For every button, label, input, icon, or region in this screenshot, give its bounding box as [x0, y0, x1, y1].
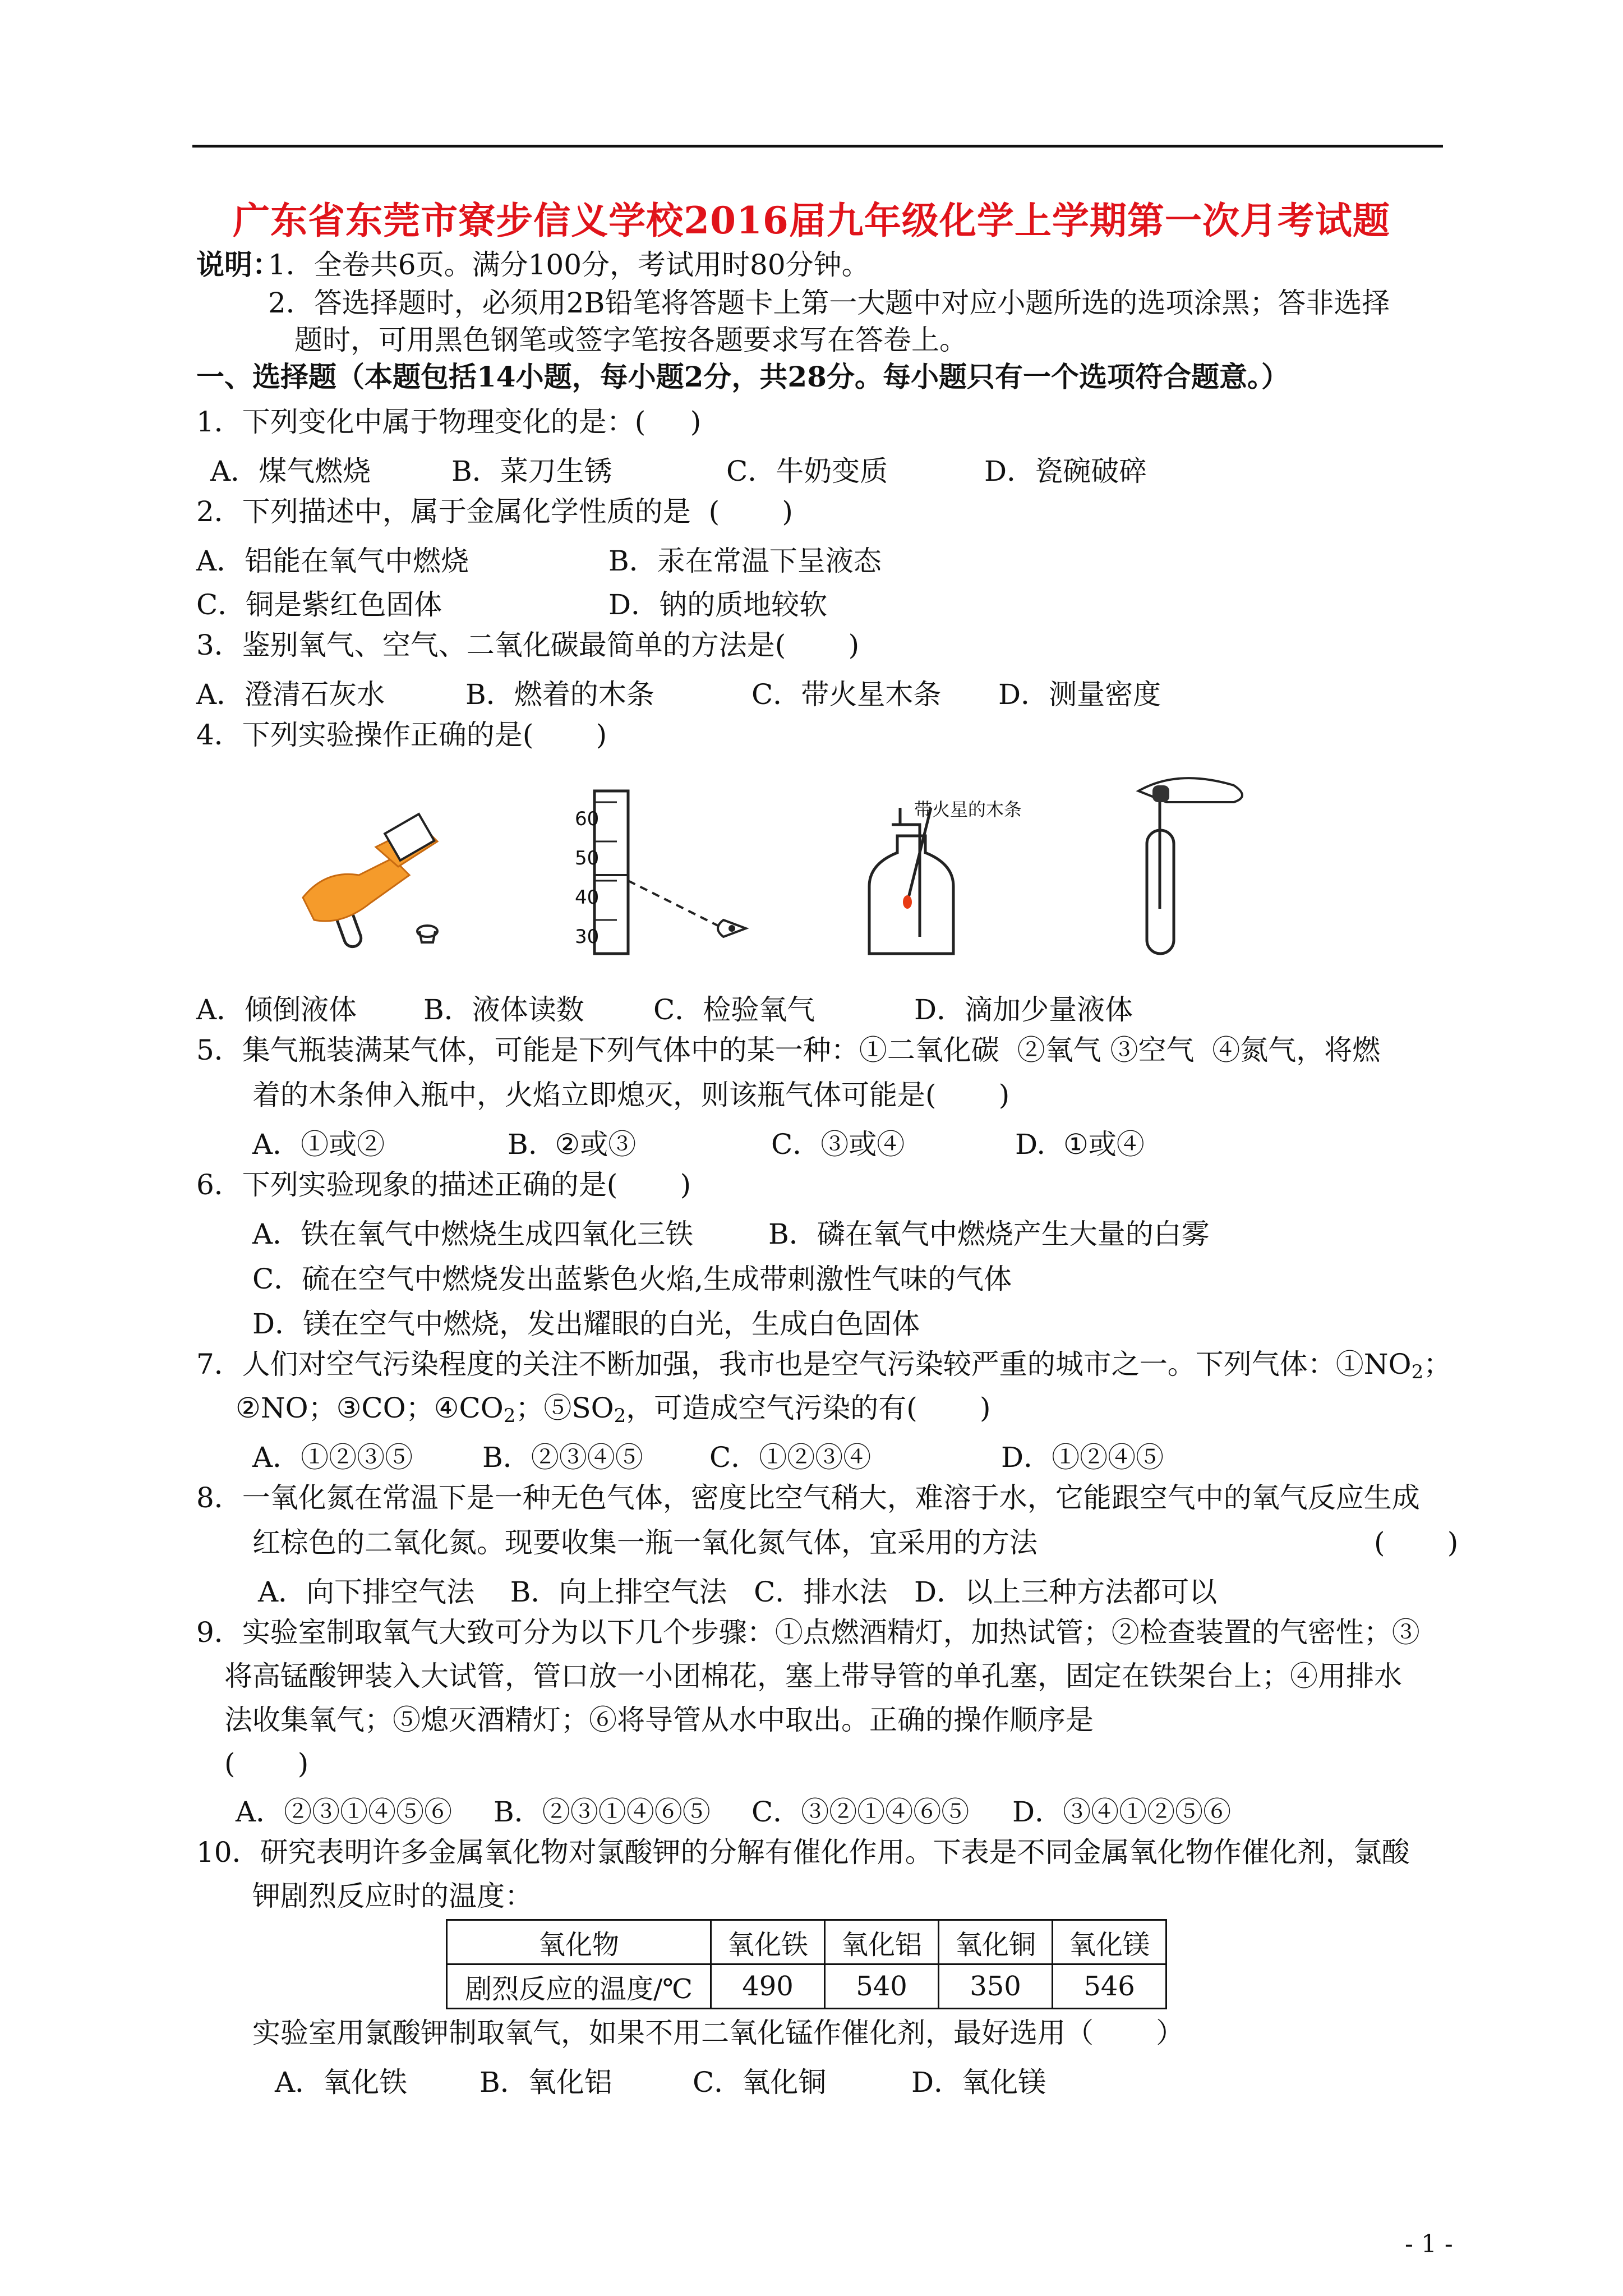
question-9: 9．实验室制取氧气大致可分为以下几个步骤：①点燃酒精灯，加热试管；②检查装置的气密性；③	[196, 1616, 1420, 1649]
q6-option-a: A．铁在氧气中燃烧生成四氧化三铁	[252, 1218, 694, 1250]
table-cell: 350	[939, 1964, 1053, 2009]
document-title: 广东省东莞市寮步信义学校2016届九年级化学上学期第一次月考试题	[233, 199, 1390, 242]
note-1: 1．全卷共6页。满分100分，考试用时80分钟。	[268, 249, 870, 281]
table-cell: 氧化铝	[825, 1920, 939, 1964]
q5-option-a: A．①或②	[252, 1128, 385, 1161]
q1-option-c: C．牛奶变质	[726, 455, 888, 487]
question-10-cont: 钾剧烈反应时的温度：	[252, 1880, 533, 1912]
scale-tick-40: 40	[575, 886, 600, 909]
question-8-cont: 红棕色的二氧化氮。现要收集一瓶一氧化氮气体，宜采用的方法	[252, 1526, 1038, 1559]
scale-tick-50: 50	[575, 847, 600, 869]
catalyst-table	[446, 1919, 1167, 2009]
q7-option-d: D．①②④⑤	[1001, 1441, 1164, 1474]
q7-option-b: B．②③④⑤	[482, 1441, 643, 1474]
question-7: 7．人们对空气污染程度的关注不断加强，我市也是空气污染较严重的城市之一。下列气体：$①NO_2$；	[196, 1348, 1452, 1383]
q6-option-b: B．磷在氧气中燃烧产生大量的白雾	[768, 1218, 1210, 1250]
q4-option-a: A．倾倒液体	[196, 993, 357, 1026]
q2-option-b: B．汞在常温下呈液态	[608, 545, 882, 577]
question-7-cont: ②NO；③CO；$④CO_2$；$⑤SO_2$，可造成空气污染的有( )	[236, 1392, 991, 1427]
question-9-paren: ( )	[224, 1747, 309, 1780]
q4-figure	[280, 769, 1318, 970]
q2-option-a: A．铝能在氧气中燃烧	[196, 545, 469, 577]
note-2-cont: 题时，可用黑色钢笔或签字笔按各题要求写在答卷上。	[294, 324, 967, 356]
q8-options: A．向下排空气法 B．向上排空气法 C．排水法 D．以上三种方法都可以	[258, 1576, 1218, 1608]
q9-option-b: B．②③①④⑥⑤	[494, 1796, 711, 1828]
q9-option-a: A．②③①④⑤⑥	[236, 1796, 453, 1828]
table-cell: 540	[825, 1964, 939, 2009]
q10-option-a: A．氧化铁	[275, 2066, 408, 2099]
question-4: 4．下列实验操作正确的是( )	[196, 719, 607, 751]
table-cell: 剧烈反应的温度/℃	[447, 1964, 711, 2009]
question-6: 6．下列实验现象的描述正确的是( )	[196, 1168, 691, 1201]
question-10: 10．研究表明许多金属氧化物对氯酸钾的分解有催化作用。下表是不同金属氧化物作催化剂，氯酸	[196, 1836, 1410, 1869]
splint-label: 带火星的木条	[914, 799, 1022, 820]
table-cell: 546	[1053, 1964, 1166, 2009]
q2-option-c: C．铜是紫红色固体	[196, 588, 442, 621]
q9-option-c: C．③②①④⑥⑤	[751, 1796, 970, 1828]
q4-option-c: C．检验氧气	[653, 993, 815, 1026]
section-heading: 一、选择题（本题包括14小题，每小题2分，共28分。每小题只有一个选项符合题意。）	[196, 360, 1289, 393]
q3-option-d: D．测量密度	[998, 678, 1161, 711]
q3-option-c: C．带火星木条	[751, 678, 942, 711]
q7-option-c: C．①②③④	[709, 1441, 872, 1474]
table-cell: 氧化镁	[1053, 1920, 1166, 1964]
table-cell: 490	[711, 1964, 825, 2009]
q10-option-d: D．氧化镁	[911, 2066, 1046, 2099]
dropper-test-tube-illustration	[1138, 778, 1242, 954]
header-rule	[192, 145, 1443, 148]
question-2: 2．下列描述中，属于金属化学性质的是 ( )	[196, 495, 793, 528]
q5-option-b: B. ②或③	[508, 1128, 637, 1161]
q3-option-b: B．燃着的木条	[465, 678, 654, 711]
gas-bottle-illustration	[869, 808, 953, 954]
q3-option-a: A．澄清石灰水	[196, 678, 385, 711]
note-2: 2．答选择题时，必须用2B铅笔将答题卡上第一大题中对应小题所选的选项涂黑；答非选择	[268, 287, 1390, 319]
graduated-cylinder-illustration	[594, 791, 746, 954]
question-5-cont: 着的木条伸入瓶中，火焰立即熄灭，则该瓶气体可能是( )	[252, 1079, 1010, 1111]
q1-option-b: B．菜刀生锈	[451, 455, 612, 487]
q5-option-c: C．③或④	[771, 1128, 905, 1161]
q1-option-d: D．瓷碗破碎	[984, 455, 1147, 487]
q2-option-d: D．钠的质地较软	[608, 588, 828, 621]
question-5: 5．集气瓶装满某气体，可能是下列气体中的某一种：①二氧化碳 ②氧气 ③空气 ④氮气，将燃	[196, 1034, 1381, 1066]
table-cell: 氧化铁	[711, 1920, 825, 1964]
question-8: 8．一氧化氮在常温下是一种无色气体，密度比空气稍大，难溶于水，它能跟空气中的氧气反应生成	[196, 1481, 1420, 1514]
table-header-row	[447, 1920, 1166, 1964]
table-row	[447, 1964, 1166, 2009]
page-number: - 1 -	[1405, 2230, 1453, 2258]
question-9-cont-2: 法收集氧气；⑤熄灭酒精灯；⑥将导管从水中取出。正确的操作顺序是	[224, 1704, 1094, 1736]
q4-option-d: D．滴加少量液体	[914, 993, 1133, 1026]
q4-option-b: B．液体读数	[423, 993, 584, 1026]
q1-option-a: A．煤气燃烧	[210, 455, 371, 487]
question-8-paren: ( )	[1374, 1526, 1459, 1559]
question-1: 1．下列变化中属于物理变化的是：( )	[196, 406, 702, 438]
q10-option-b: B．氧化铝	[479, 2066, 612, 2099]
pouring-liquid-illustration	[303, 814, 437, 949]
q10-option-c: C．氧化铜	[693, 2066, 827, 2099]
question-10-ask: 实验室用氯酸钾制取氧气，如果不用二氧化锰作催化剂，最好选用（ ）	[252, 2017, 1184, 2049]
q6-option-c: C．硫在空气中燃烧发出蓝紫色火焰,生成带刺激性气味的气体	[252, 1263, 1012, 1295]
q6-option-d: D．镁在空气中燃烧，发出耀眼的白光，生成白色固体	[252, 1308, 920, 1340]
scale-tick-30: 30	[575, 926, 600, 948]
q7-option-a: A．①②③⑤	[252, 1441, 413, 1474]
q5-option-d: D. ①或④	[1015, 1128, 1145, 1161]
table-cell: 氧化物	[447, 1920, 711, 1964]
notes-label: 说明：	[196, 248, 280, 281]
question-3: 3．鉴别氧气、空气、二氧化碳最简单的方法是( )	[196, 629, 860, 661]
table-cell: 氧化铜	[939, 1920, 1053, 1964]
question-9-cont-1: 将高锰酸钾装入大试管，管口放一小团棉花，塞上带导管的单孔塞，固定在铁架台上；④用排水	[224, 1660, 1402, 1692]
q9-option-d: D．③④①②⑤⑥	[1012, 1796, 1232, 1828]
scale-tick-60: 60	[575, 808, 600, 830]
